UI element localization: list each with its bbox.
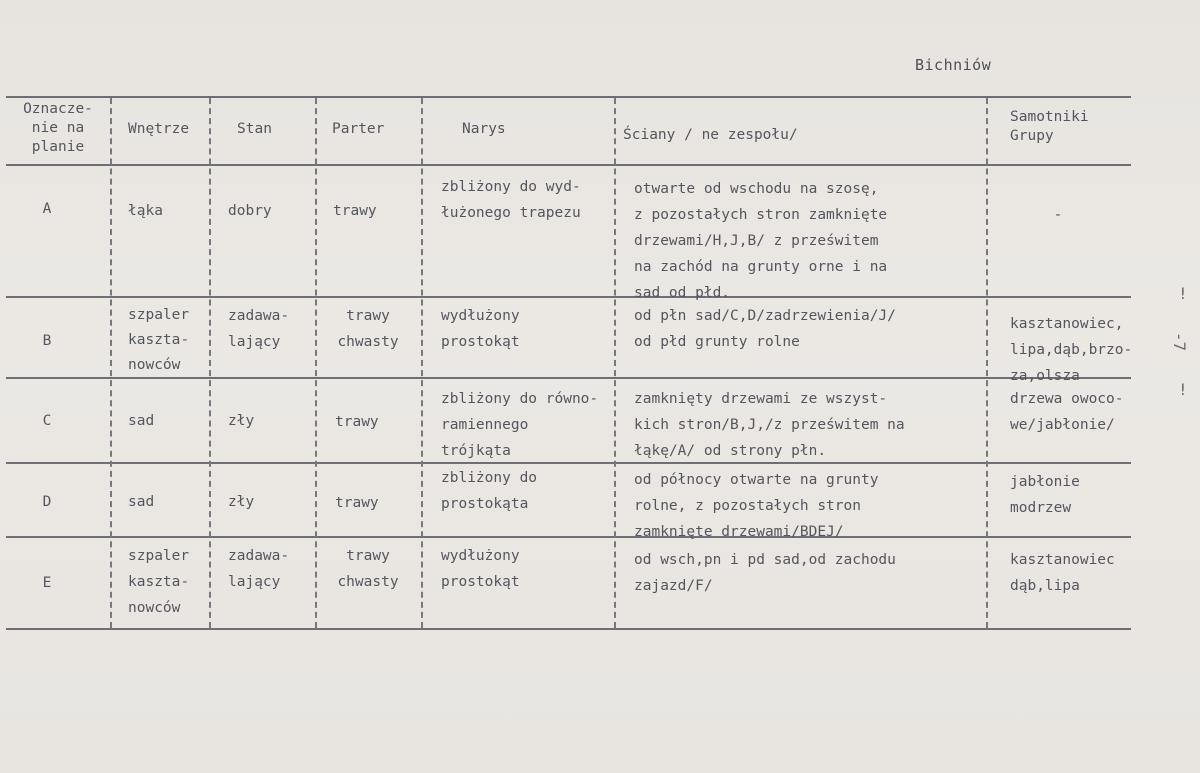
row-e-wnetrze: szpaler kaszta- nowców — [128, 548, 190, 616]
row-a-id: A — [42, 201, 52, 217]
row-c-parter: trawy — [335, 414, 379, 430]
row-c-sciany: zamknięty drzewami ze wszyst- kich stron/B,J,/z prześwitem na łąkę/A/ od strony płn. — [634, 391, 905, 459]
row-e-narys: wydłużony prostokąt — [441, 548, 520, 590]
row-e-parter: trawy chwasty — [337, 548, 399, 590]
row-b-id: B — [42, 333, 52, 349]
row-b-sciany: od płn sad/C,D/zadrzewienia/J/ od płd grunty rolne — [634, 308, 896, 350]
column-divider — [614, 98, 616, 628]
row-d-bottom-rule — [6, 536, 1131, 538]
row-e-sciany: od wsch,pn i pd sad,od zachodu zajazd/F/ — [634, 552, 896, 594]
row-d-sciany: od północy otwarte na grunty rolne, z pozostałych stron zamknięte drzewami/BDEJ/ — [634, 472, 879, 540]
header-sciany: Ściany / ne zespołu/ — [623, 127, 798, 143]
row-c-stan: zły — [228, 413, 255, 429]
row-e-samotniki: kasztanowiec dąb,lipa — [1010, 552, 1115, 594]
column-divider — [209, 98, 211, 628]
row-e-stan: zadawa- lający — [228, 548, 290, 590]
column-divider — [421, 98, 423, 628]
margin-mark: ! — [1178, 380, 1188, 399]
row-a-narys: zbliżony do wyd- łużonego trapezu — [441, 179, 581, 221]
row-a-sciany: otwarte od wschodu na szosę, z pozostałych stron zamknięte drzewami/H,J,B/ z prześwitem na zachód na grunty orne i na sad od płd. — [634, 181, 888, 301]
row-b-wnetrze: szpaler kaszta- nowców — [128, 307, 190, 373]
margin-mark: ! — [1178, 284, 1188, 303]
row-c-samotniki: drzewa owoco- we/jabłonie/ — [1010, 391, 1124, 433]
row-e-id: E — [42, 575, 52, 591]
row-b-stan: zadawa- lający — [228, 308, 290, 350]
row-d-id: D — [42, 494, 52, 510]
row-b-samotniki: kasztanowiec, lipa,dąb,brzo- za,olsza — [1010, 316, 1133, 384]
column-divider — [986, 98, 988, 628]
row-d-parter: trawy — [335, 495, 379, 511]
row-a-bottom-rule — [6, 296, 1131, 298]
row-a-stan: dobry — [228, 203, 272, 219]
table-bottom-rule — [6, 628, 1131, 630]
column-divider — [110, 98, 112, 628]
row-d-samotniki: jabłonie modrzew — [1010, 474, 1080, 516]
row-c-narys: zbliżony do równo- ramiennego trójkąta — [441, 391, 599, 459]
row-d-stan: zły — [228, 494, 255, 510]
row-b-parter: trawy chwasty — [337, 308, 399, 350]
header-oznaczenie: Oznacze- nie na planie — [23, 101, 93, 155]
header-parter: Parter — [332, 121, 385, 137]
place-name: Bichniów — [915, 56, 992, 74]
table-top-rule — [6, 96, 1131, 98]
row-a-parter: trawy — [333, 203, 377, 219]
header-narys: Narys — [462, 121, 506, 137]
column-divider — [315, 98, 317, 628]
header-wnetrze: Wnętrze — [128, 121, 190, 137]
row-b-narys: wydłużony prostokąt — [441, 308, 520, 350]
margin-page-mark: -7 — [1170, 331, 1190, 352]
header-stan: Stan — [237, 121, 272, 137]
header-bottom-rule — [6, 164, 1131, 166]
row-c-id: C — [42, 413, 52, 429]
header-samotniki: Samotniki Grupy — [1010, 109, 1089, 144]
row-d-wnetrze: sad — [128, 494, 155, 510]
row-a-samotniki: - — [1053, 207, 1063, 223]
row-c-wnetrze: sad — [128, 413, 155, 429]
row-d-narys: zbliżony do prostokąta — [441, 470, 538, 512]
row-a-wnetrze: łąka — [128, 203, 163, 219]
